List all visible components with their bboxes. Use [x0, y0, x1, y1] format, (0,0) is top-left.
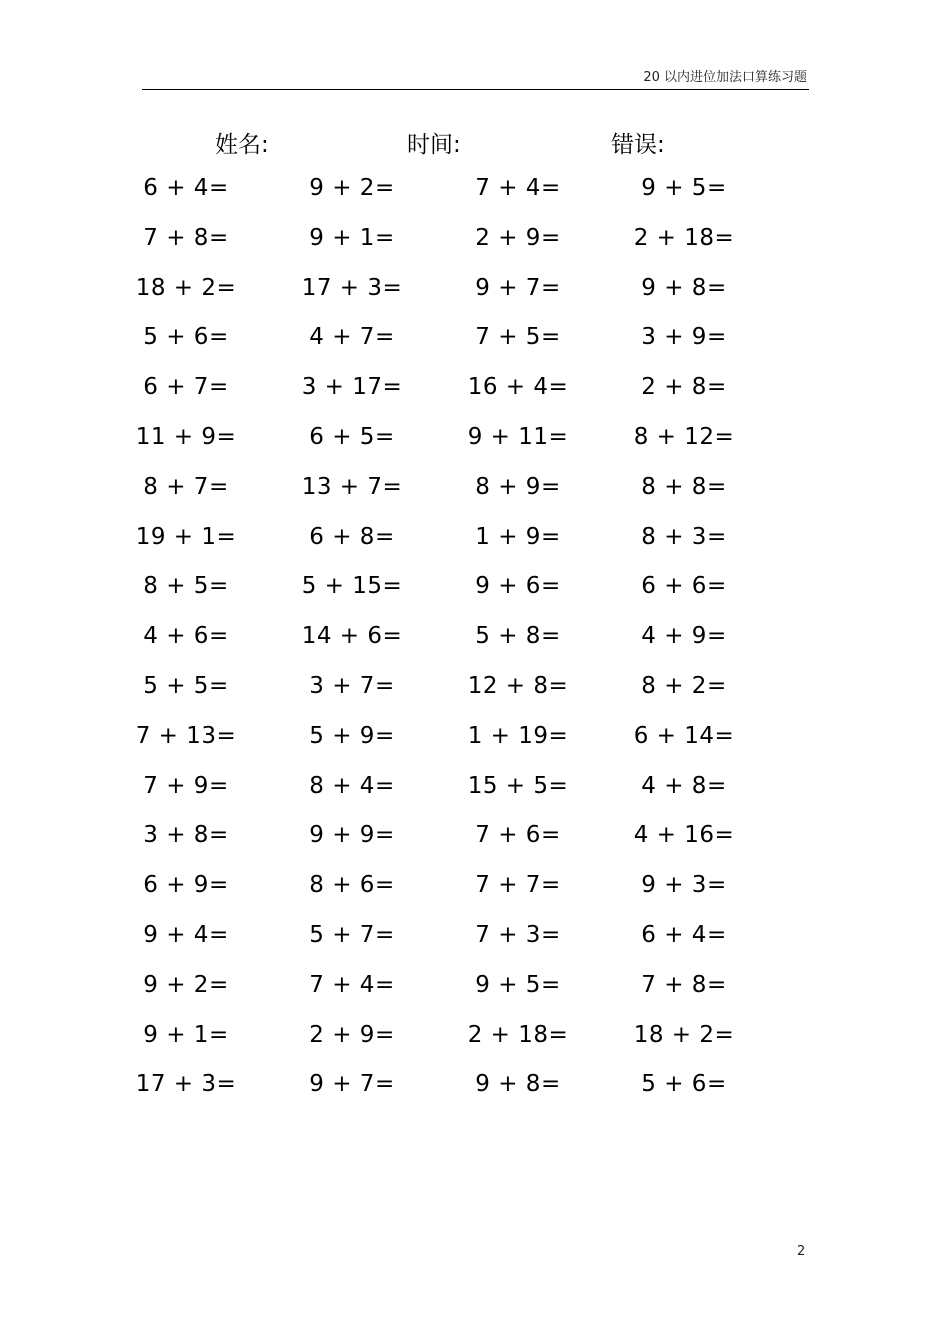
problem-row — [0, 1063, 950, 1113]
problem-item: 9 + 8= — [641, 274, 727, 301]
problem-row — [0, 864, 950, 914]
problem-item: 7 + 7= — [475, 872, 561, 899]
problem-row — [0, 1014, 950, 1064]
problem-item: 8 + 7= — [143, 473, 229, 500]
problem-item: 7 + 3= — [475, 921, 561, 948]
problem-item: 6 + 14= — [633, 722, 735, 749]
problem-item: 3 + 17= — [301, 374, 403, 401]
problem-row — [0, 964, 950, 1014]
problem-item: 9 + 11= — [467, 423, 569, 450]
problem-row — [0, 416, 950, 466]
problem-row — [0, 316, 950, 366]
problem-item: 8 + 6= — [309, 872, 395, 899]
problem-item: 4 + 9= — [641, 623, 727, 650]
problem-item: 9 + 4= — [143, 921, 229, 948]
problem-item: 18 + 2= — [135, 274, 237, 301]
problem-item: 7 + 8= — [143, 224, 229, 251]
problem-row — [0, 267, 950, 317]
problem-item: 9 + 9= — [309, 822, 395, 849]
problem-row — [0, 665, 950, 715]
problem-item: 9 + 5= — [641, 175, 727, 201]
problem-item: 7 + 8= — [641, 971, 727, 998]
problem-row — [0, 715, 950, 765]
problem-item: 5 + 8= — [475, 623, 561, 650]
problem-item: 19 + 1= — [135, 523, 237, 550]
problem-item: 5 + 6= — [641, 1071, 727, 1098]
page-number: 2 — [797, 1244, 806, 1259]
problem-row — [0, 565, 950, 615]
page-header-title: 20 以内进位加法口算练习题 — [643, 70, 807, 85]
name-label: 姓名: — [215, 132, 269, 158]
problem-item: 8 + 4= — [309, 772, 395, 799]
problem-item: 6 + 4= — [143, 175, 229, 201]
problem-item: 18 + 2= — [633, 1021, 735, 1048]
problem-item: 8 + 12= — [633, 423, 735, 450]
problem-item: 5 + 7= — [309, 921, 395, 948]
error-label: 错误: — [611, 132, 665, 158]
problem-item: 6 + 5= — [309, 423, 395, 450]
problem-item: 5 + 9= — [309, 722, 395, 749]
problem-item: 9 + 1= — [309, 224, 395, 251]
problem-row — [0, 217, 950, 267]
problem-item: 4 + 6= — [143, 623, 229, 650]
student-info-row — [0, 126, 950, 160]
problem-item: 6 + 7= — [143, 374, 229, 401]
problem-row — [0, 914, 950, 964]
problem-item: 17 + 3= — [135, 1071, 237, 1098]
problem-item: 3 + 9= — [641, 324, 727, 351]
problem-item: 7 + 6= — [475, 822, 561, 849]
problem-item: 3 + 7= — [309, 672, 395, 699]
problem-item: 2 + 9= — [309, 1021, 395, 1048]
problem-item: 5 + 6= — [143, 324, 229, 351]
problem-item: 9 + 2= — [309, 175, 395, 201]
problem-item: 8 + 2= — [641, 672, 727, 699]
problem-row — [0, 765, 950, 815]
problem-row — [0, 516, 950, 566]
problem-item: 17 + 3= — [301, 274, 403, 301]
problem-item: 5 + 5= — [143, 672, 229, 699]
problem-item: 4 + 16= — [633, 822, 735, 849]
problem-grid — [0, 167, 950, 1113]
problem-item: 6 + 4= — [641, 921, 727, 948]
problem-item: 9 + 1= — [143, 1021, 229, 1048]
problem-item: 9 + 5= — [475, 971, 561, 998]
problem-item: 1 + 9= — [475, 523, 561, 550]
problem-item: 9 + 3= — [641, 872, 727, 899]
time-label: 时间: — [407, 132, 461, 158]
problem-item: 2 + 9= — [475, 224, 561, 251]
problem-item: 9 + 2= — [143, 971, 229, 998]
problem-item: 6 + 9= — [143, 872, 229, 899]
problem-item: 7 + 4= — [309, 971, 395, 998]
problem-item: 9 + 7= — [309, 1071, 395, 1098]
problem-item: 3 + 8= — [143, 822, 229, 849]
problem-row — [0, 466, 950, 516]
problem-row — [0, 366, 950, 416]
problem-item: 5 + 15= — [301, 573, 403, 600]
problem-item: 4 + 7= — [309, 324, 395, 351]
problem-item: 4 + 8= — [641, 772, 727, 799]
problem-item: 8 + 9= — [475, 473, 561, 500]
problem-item: 8 + 8= — [641, 473, 727, 500]
problem-row — [0, 615, 950, 665]
problem-item: 8 + 3= — [641, 523, 727, 550]
problem-item: 9 + 7= — [475, 274, 561, 301]
problem-item: 9 + 8= — [475, 1071, 561, 1098]
problem-item: 2 + 18= — [467, 1021, 569, 1048]
problem-row — [0, 814, 950, 864]
problem-item: 7 + 4= — [475, 175, 561, 201]
problem-item: 7 + 13= — [135, 722, 237, 749]
problem-item: 14 + 6= — [301, 623, 403, 650]
problem-item: 13 + 7= — [301, 473, 403, 500]
problem-row — [0, 167, 950, 217]
problem-item: 12 + 8= — [467, 672, 569, 699]
problem-item: 6 + 6= — [641, 573, 727, 600]
problem-item: 16 + 4= — [467, 374, 569, 401]
problem-item: 7 + 5= — [475, 324, 561, 351]
header-divider — [142, 89, 809, 90]
problem-item: 7 + 9= — [143, 772, 229, 799]
problem-item: 1 + 19= — [467, 722, 569, 749]
problem-item: 9 + 6= — [475, 573, 561, 600]
problem-item: 8 + 5= — [143, 573, 229, 600]
problem-item: 2 + 18= — [633, 224, 735, 251]
problem-item: 11 + 9= — [135, 423, 237, 450]
problem-item: 15 + 5= — [467, 772, 569, 799]
problem-item: 2 + 8= — [641, 374, 727, 401]
problem-item: 6 + 8= — [309, 523, 395, 550]
